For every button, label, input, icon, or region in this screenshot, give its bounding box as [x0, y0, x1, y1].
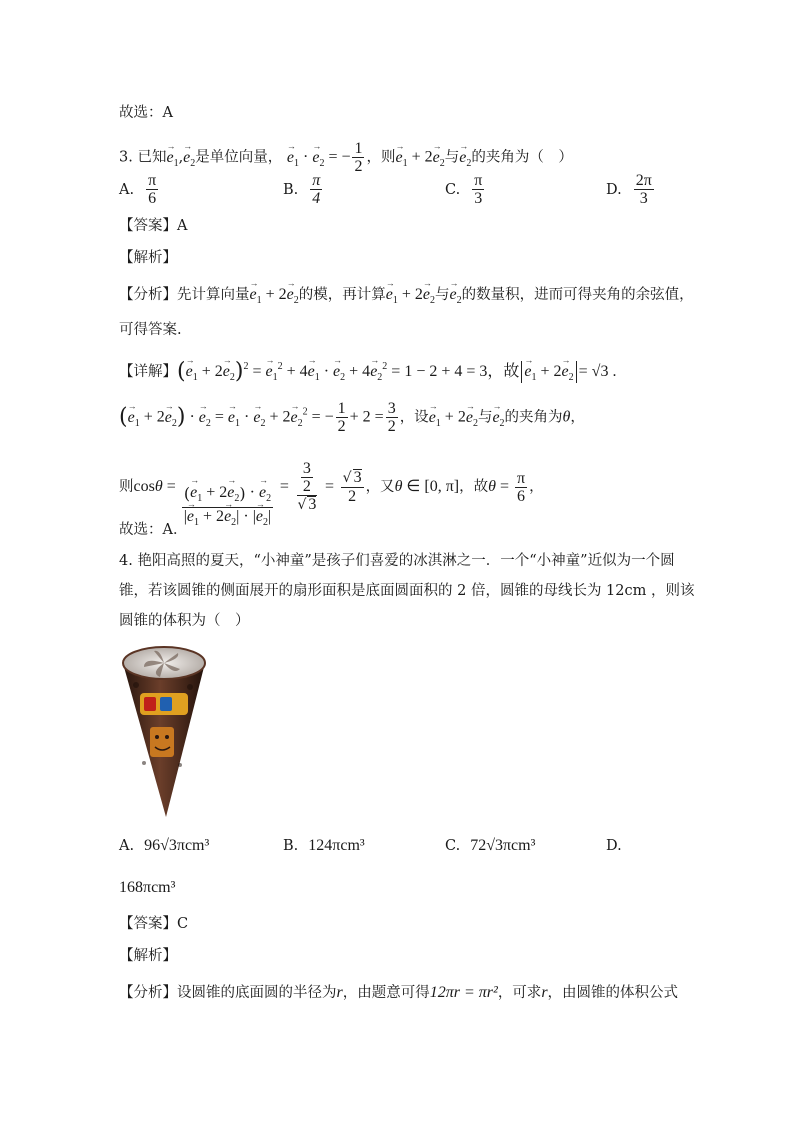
- choose-answer-line: 故选：A: [119, 105, 173, 121]
- detail-3-line-3: 则cosθ = $\frac{(\to e_1 + 2\to e_2) \cdot \to e_2}{|\to e_1 + 2\to e_2| \cdot |\to e_2|}$ = $\frac{\frac{3}{2}}{√ 3}$ = $\frac{√ 3}{2}$ ，又θ ∈ [0, π]，故θ = $\frac{\pi}{6}$ ，: [119, 460, 544, 531]
- q4-option-d[interactable]: D.: [606, 838, 622, 854]
- question-4-line-2: 锥，若该圆锥的侧面展开的扇形面积是底面圆面积的 2 倍，圆锥的母线长为 12cm ，则该: [119, 583, 695, 599]
- answer-3: 【答案】A: [119, 218, 188, 234]
- ice-cream-cone-image: [120, 645, 208, 820]
- q4-option-a[interactable]: A. 96√3πcm³: [119, 837, 210, 854]
- q4-option-b[interactable]: B. 124πcm³: [283, 837, 365, 854]
- q3-option-b[interactable]: B. $\frac{\pi}{4}$: [283, 172, 321, 207]
- answer-4: 【答案】C: [119, 916, 189, 932]
- analysis-heading-2: 【解析】: [119, 948, 177, 964]
- question-3-stem: 3. 已知→ $e_1,\to e_2$是单位向量， → $e_1$ · → $e_2$ = − $\frac{1}{2}$ ，则→ $e_1 + 2\to e_2$与→ $e_2$的夹角为（ ）: [119, 140, 573, 175]
- q3-option-d[interactable]: D. $\frac{2\pi}{3}$: [606, 172, 652, 207]
- q4-option-d-value: 168πcm³: [119, 879, 176, 896]
- analysis-heading-1: 【解析】: [119, 250, 177, 266]
- choose-answer-line-2: 故选：A．: [119, 522, 188, 538]
- detail-3-line-1: 【详解】(→ $e_1 + 2\to e_2)^2$ = → $e_1^2 + 4\to e_1$ · → $e_2 + 4\to e_2^2 = 1 - 2 + 4 = 3$，故→ $e_1 + 2\to e_2 = √3$ .: [119, 357, 616, 388]
- analysis-3-line-1: 【分析】先计算向量→ $e_1 + 2\to e_2$的模，再计算→ $e_1 + 2\to e_2$与→ $e_2$的数量积，进而可得夹角的余弦值，: [119, 285, 694, 311]
- analysis-4-line-1: 【分析】设圆锥的底面圆的半径为r，由题意可得12πr = πr²，可求r，由圆锥的体积公式: [119, 984, 679, 1001]
- q3-option-a[interactable]: A. $\frac{\pi}{6}$: [119, 172, 157, 207]
- question-4-line-3: 圆锥的体积为（ ）: [119, 613, 250, 629]
- analysis-3-line-2: 可得答案.: [119, 322, 182, 338]
- q3-option-c[interactable]: C. $\frac{\pi}{3}$: [445, 172, 483, 207]
- q4-option-c[interactable]: C. 72√3πcm³: [445, 837, 536, 854]
- detail-3-line-2: (→ $e_1 + 2\to e_2$) · → $e_2$ = → $e_1$ · → $e_2 + 2\to e_2^2$ = − $\frac{1}{2}$ + 2 = $\frac{3}{2}$ ，设→ $e_1 + 2\to e_2$与→ $e_2$的夹角为θ，: [119, 400, 585, 435]
- question-4-line-1: 4. 艳阳高照的夏天，“小神童”是孩子们喜爱的冰淇淋之一．一个“小神童”近似为一个圆: [119, 553, 675, 569]
